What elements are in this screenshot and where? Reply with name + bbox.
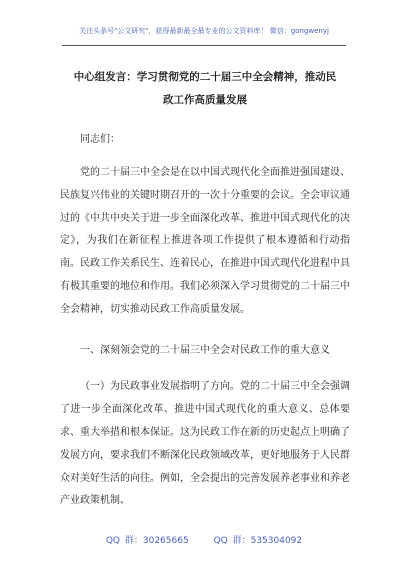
header-divider [62,45,346,46]
footer-qq-group-2: QQ 群：535304092 [213,536,303,546]
title-line-1: 中心组发言：学习贯彻党的二十届三中全会精神，推动民 [73,71,337,83]
document-title [60,66,350,112]
footer-qq-group-1: QQ 群：30265665 [105,536,189,546]
page-footer [0,533,408,546]
page-header: 关注头条号"公文研究"，获得最新最全最专业的公文资料库！ 微信：gongwenyj [79,27,329,35]
sub-paragraph-1: （一）为民政事业发展指明了方向。党的二十届三中全会强调了进一步全面深化改革、推进中国式现代化的重大意义、总体要求、重大举措和根本保证。这为民政工作在新的历史起点上明确了发展方向，要求我们不断深化民政领域改革，更好地服务于人民群众对美好生活的向往。例如，全会提出的完善发展养老事业和养老产业政策机制、 [60,381,350,507]
section-heading-1: 一、深刻领会党的二十届三中全会对民政工作的重大意义 [80,344,330,356]
document-body [60,66,350,513]
intro-paragraph: 党的二十届三中全会是在以中国式现代化全面推进强国建设、民族复兴伟业的关键时期召开的一次十分重要的会议。全会审议通过的《中共中央关于进一步全面深化改革、推进中国式现代化的决定》，为我们在新征程上推进各项工作提供了根本遵循和行动指南。民政工作关系民生、连着民心，在推进中国式现代化进程中具有极其重要的地位和作用。我们必须深入学习贯彻党的二十届三中全会精神，切实推动民政工作高质量发展。 [60,167,350,315]
title-line-2: 政工作高质量发展 [163,94,247,106]
salutation: 同志们： [80,134,120,145]
